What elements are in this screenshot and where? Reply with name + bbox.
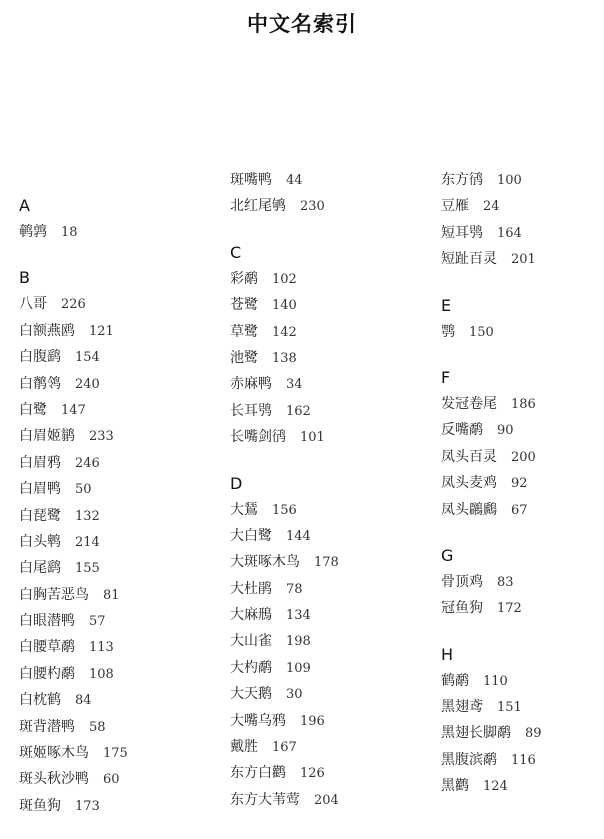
entry-name: 白胸苦恶鸟 <box>19 586 89 603</box>
entry-page-number: 156 <box>272 502 297 518</box>
index-section-d <box>230 471 339 814</box>
entry-name: 斑头秋沙鸭 <box>19 771 89 788</box>
entry-name: 东方白鹳 <box>230 765 286 782</box>
index-entry <box>230 398 339 424</box>
entry-name: 戴胜 <box>230 739 258 756</box>
index-entry <box>441 595 542 621</box>
entry-page-number: 138 <box>272 350 297 366</box>
entry-page-number: 240 <box>75 376 100 392</box>
index-entry <box>441 167 542 193</box>
index-entry <box>441 417 542 443</box>
index-entry <box>230 371 339 397</box>
index-entry <box>19 371 128 397</box>
entry-name: 白头鹎 <box>19 533 61 550</box>
entry-name: 反嘴鹬 <box>441 422 483 439</box>
entry-name: 白鹭 <box>19 401 47 418</box>
index-entry <box>19 582 128 608</box>
index-entry <box>230 628 339 654</box>
index-entry <box>19 503 128 529</box>
index-entry <box>441 391 542 417</box>
index-section-c <box>230 240 339 451</box>
entry-page-number: 230 <box>300 199 325 215</box>
entry-page-number: 83 <box>497 574 514 590</box>
entry-page-number: 44 <box>286 173 303 188</box>
entry-name: 鹌鹑 <box>19 224 47 240</box>
index-entry <box>230 787 339 813</box>
entry-page-number: 110 <box>483 673 508 689</box>
index-entry <box>441 569 542 595</box>
index-entry <box>230 497 339 523</box>
entry-name: 短趾百灵 <box>441 251 497 268</box>
entry-page-number: 108 <box>89 666 114 682</box>
entry-page-number: 84 <box>75 693 92 709</box>
entry-page-number: 132 <box>75 508 100 524</box>
entry-page-number: 116 <box>511 752 536 768</box>
entry-page-number: 101 <box>300 430 325 446</box>
entry-page-number: 92 <box>511 476 528 492</box>
index-entry <box>441 694 542 720</box>
index-entry <box>230 681 339 707</box>
entry-name: 白腰草鹬 <box>19 639 75 656</box>
index-entry <box>19 450 128 476</box>
entry-name: 大杓鹬 <box>230 659 272 676</box>
entry-name: 大鵟 <box>230 501 258 518</box>
entry-name: 白眉鸦 <box>19 454 61 471</box>
index-entry <box>19 766 128 792</box>
index-entry <box>19 529 128 555</box>
index-entry <box>441 444 542 470</box>
entry-name: 凤头百灵 <box>441 448 497 465</box>
index-entry <box>19 291 128 317</box>
entry-name: 彩鹬 <box>230 270 258 287</box>
entry-name: 白鹡鸰 <box>19 375 61 392</box>
section-letter: F <box>441 367 451 387</box>
entry-name: 斑姬啄木鸟 <box>19 745 89 762</box>
index-section-h <box>441 642 542 800</box>
entry-name: 大斑啄木鸟 <box>230 554 300 571</box>
entry-name: 长嘴剑鸻 <box>230 429 286 446</box>
index-entry <box>19 714 128 740</box>
section-letter: A <box>19 196 30 215</box>
index-entry <box>19 397 128 423</box>
index-entry <box>19 476 128 502</box>
entry-page-number: 90 <box>497 423 514 439</box>
entry-name: 白腰杓鹬 <box>19 665 75 682</box>
section-letter: B <box>19 268 30 288</box>
entry-page-number: 126 <box>300 766 325 782</box>
entry-name: 凤头麦鸡 <box>441 475 497 492</box>
index-entry <box>441 319 542 345</box>
index-entry <box>230 424 339 450</box>
entry-page-number: 201 <box>511 252 536 268</box>
index-entry <box>19 687 128 713</box>
entry-name: 凤头鸊鷉 <box>441 501 497 518</box>
entry-name: 长耳鸮 <box>230 402 272 419</box>
entry-page-number: 34 <box>286 377 303 393</box>
index-entry <box>441 497 542 523</box>
index-entry <box>19 423 128 449</box>
entry-name: 短耳鸮 <box>441 224 483 241</box>
entry-name: 赤麻鸭 <box>230 376 272 393</box>
index-entry <box>441 747 542 773</box>
index-entry <box>441 773 542 799</box>
entry-name: 鹤鹬 <box>441 672 469 689</box>
entry-page-number: 151 <box>497 700 522 716</box>
index-section-b <box>19 265 128 819</box>
entry-page-number: 164 <box>497 225 522 241</box>
index-entry <box>19 634 128 660</box>
section-letter: D <box>230 473 243 493</box>
index-entry <box>230 292 339 318</box>
entry-page-number: 147 <box>61 402 86 418</box>
entry-name: 白枕鹤 <box>19 692 61 709</box>
index-section-g <box>441 543 542 622</box>
index-section-e <box>441 293 542 345</box>
entry-name: 苍鹭 <box>230 297 258 314</box>
index-entry <box>230 523 339 549</box>
entry-page-number: 196 <box>300 713 325 729</box>
entry-name: 大白鹭 <box>230 527 272 544</box>
entry-name: 斑鱼狗 <box>19 797 61 814</box>
entry-page-number: 140 <box>272 298 297 314</box>
index-entry <box>19 555 128 581</box>
index-section-continued <box>230 167 339 220</box>
index-entry <box>19 608 128 634</box>
entry-page-number: 67 <box>511 502 528 518</box>
entry-name: 豆雁 <box>441 198 469 215</box>
entry-name: 白腹鹞 <box>19 349 61 366</box>
index-entry <box>19 793 128 819</box>
entry-name: 大杜鹃 <box>230 580 272 597</box>
entry-page-number: 144 <box>286 528 311 544</box>
entry-page-number: 24 <box>483 199 500 215</box>
entry-page-number: 175 <box>103 746 128 762</box>
entry-page-number: 57 <box>89 614 106 630</box>
entry-name: 大山雀 <box>230 633 272 650</box>
entry-name: 鹗 <box>441 323 455 340</box>
entry-page-number: 186 <box>511 396 536 412</box>
entry-page-number: 100 <box>497 173 522 188</box>
index-section-f <box>441 365 542 523</box>
index-entry <box>441 220 542 246</box>
entry-name: 斑嘴鸭 <box>230 172 272 188</box>
entry-page-number: 178 <box>314 555 339 571</box>
entry-name: 白眉姬鹟 <box>19 428 75 445</box>
index-entry <box>19 318 128 344</box>
entry-page-number: 198 <box>286 634 311 650</box>
entry-page-number: 50 <box>75 482 92 498</box>
entry-name: 北红尾鸲 <box>230 198 286 215</box>
index-entry <box>441 470 542 496</box>
index-entry <box>230 576 339 602</box>
index-entry <box>230 266 339 292</box>
entry-page-number: 204 <box>314 792 339 808</box>
entry-page-number: 167 <box>272 740 297 756</box>
page-title: 中文名索引 <box>247 12 357 36</box>
index-section-a <box>19 193 128 245</box>
section-letter: G <box>441 545 454 565</box>
entry-page-number: 89 <box>525 726 542 742</box>
entry-name: 发冠卷尾 <box>441 395 497 412</box>
entry-page-number: 142 <box>272 324 297 340</box>
entry-name: 东方大苇莺 <box>230 791 300 808</box>
entry-page-number: 200 <box>511 449 536 465</box>
entry-page-number: 173 <box>75 798 100 814</box>
index-entry <box>230 345 339 371</box>
entry-name: 黑鹳 <box>441 778 469 795</box>
entry-page-number: 18 <box>61 225 78 240</box>
entry-page-number: 162 <box>286 403 311 419</box>
entry-name: 八哥 <box>19 296 47 313</box>
entry-name: 东方鸻 <box>441 172 483 188</box>
entry-page-number: 214 <box>75 534 100 550</box>
entry-name: 白尾鹞 <box>19 560 61 577</box>
entry-page-number: 113 <box>89 640 114 656</box>
entry-page-number: 155 <box>75 561 100 577</box>
index-entry <box>19 344 128 370</box>
entry-name: 池鹭 <box>230 349 258 366</box>
entry-name: 冠鱼狗 <box>441 600 483 617</box>
section-letter: C <box>230 242 242 262</box>
entry-name: 黑翅鸢 <box>441 699 483 716</box>
index-entry <box>441 246 542 272</box>
entry-name: 骨顶鸡 <box>441 573 483 590</box>
index-entry <box>230 319 339 345</box>
entry-name: 草鹭 <box>230 323 258 340</box>
index-entry <box>230 760 339 786</box>
entry-name: 白眼潜鸭 <box>19 613 75 630</box>
entry-page-number: 30 <box>286 687 303 703</box>
index-entry <box>230 167 339 193</box>
index-entry <box>19 661 128 687</box>
entry-name: 大麻鳽 <box>230 607 272 624</box>
entry-name: 大天鹅 <box>230 686 272 703</box>
index-column-3 <box>441 167 542 820</box>
index-section-continued <box>441 167 542 273</box>
index-entry <box>441 720 542 746</box>
index-entry <box>19 740 128 766</box>
section-letter: E <box>441 295 452 315</box>
entry-page-number: 172 <box>497 601 522 617</box>
entry-page-number: 81 <box>103 587 120 603</box>
entry-page-number: 246 <box>75 455 100 471</box>
index-entry <box>441 193 542 219</box>
entry-page-number: 58 <box>89 719 106 735</box>
index-entry <box>441 668 542 694</box>
entry-name: 白琵鹭 <box>19 507 61 524</box>
entry-page-number: 60 <box>103 772 120 788</box>
index-entry <box>19 219 128 245</box>
index-column-1 <box>19 193 128 839</box>
entry-name: 大嘴乌鸦 <box>230 712 286 729</box>
index-entry <box>230 655 339 681</box>
entry-name: 黑腹滨鹬 <box>441 751 497 768</box>
index-column-2 <box>230 167 339 833</box>
index-entry <box>230 549 339 575</box>
entry-page-number: 134 <box>286 608 311 624</box>
entry-page-number: 233 <box>89 429 114 445</box>
entry-page-number: 226 <box>61 297 86 313</box>
entry-page-number: 154 <box>75 350 100 366</box>
entry-page-number: 121 <box>89 323 114 339</box>
index-entry <box>230 602 339 628</box>
entry-page-number: 124 <box>483 779 508 795</box>
index-entry <box>230 193 339 219</box>
index-entry <box>230 708 339 734</box>
entry-name: 黑翅长脚鹬 <box>441 725 511 742</box>
entry-page-number: 102 <box>272 271 297 287</box>
entry-name: 白眉鸭 <box>19 481 61 498</box>
section-letter: H <box>441 644 454 664</box>
entry-page-number: 78 <box>286 581 303 597</box>
entry-name: 斑背潜鸭 <box>19 718 75 735</box>
entry-name: 白额燕鸥 <box>19 322 75 339</box>
entry-page-number: 150 <box>469 324 494 340</box>
index-entry <box>230 734 339 760</box>
entry-page-number: 109 <box>286 660 311 676</box>
